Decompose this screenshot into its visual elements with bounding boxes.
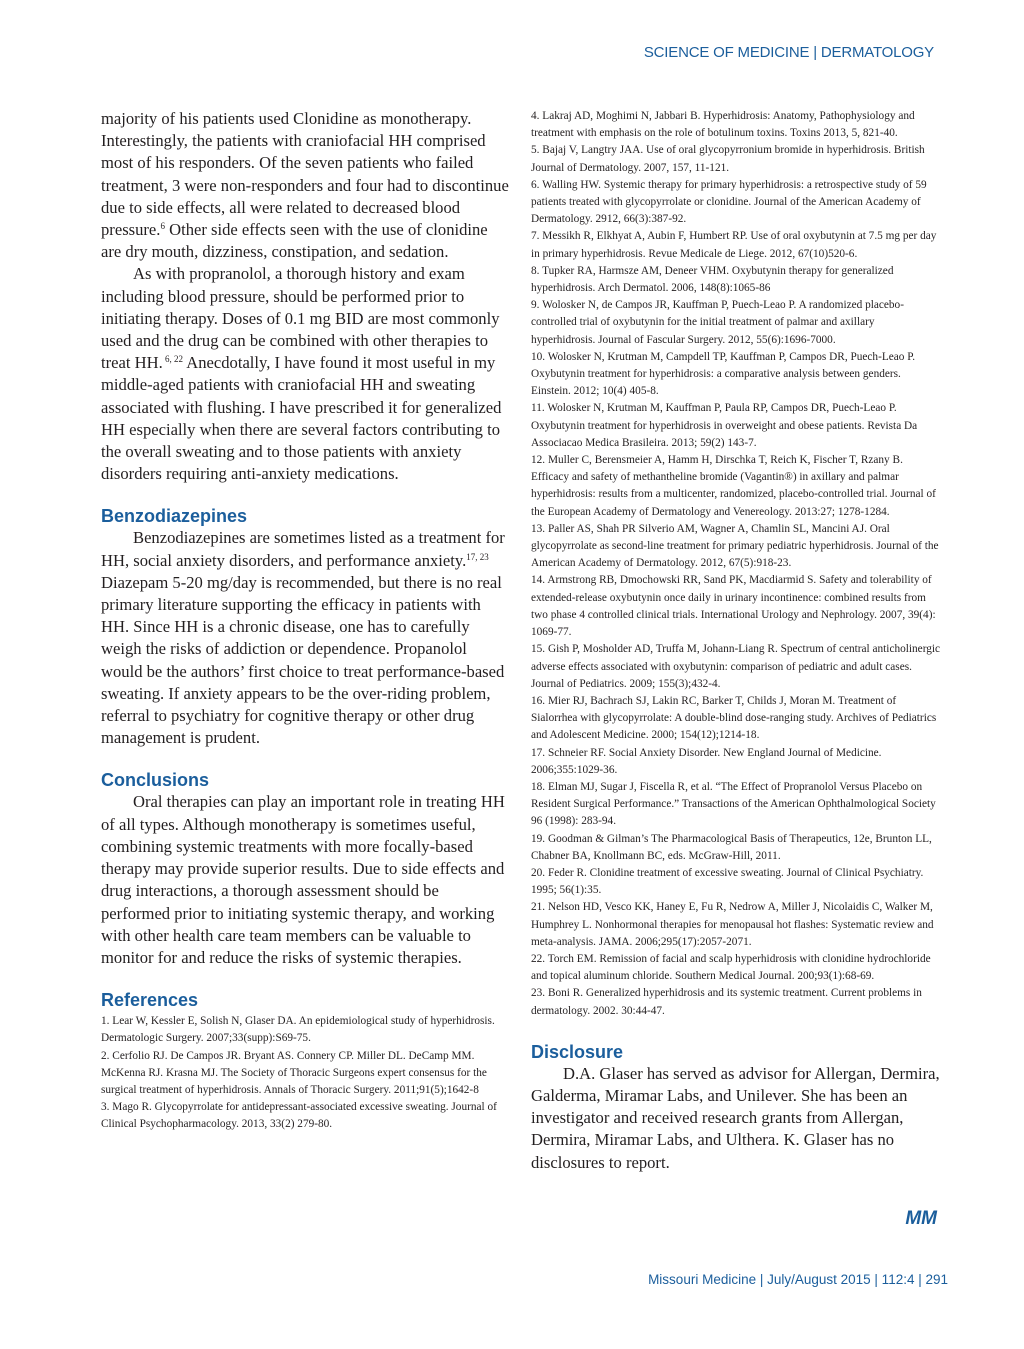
- reference-item: 8. Tupker RA, Harmsze AM, Deneer VHM. Oxybutynin therapy for generalized hyperhidrosis. Arch Dermatol. 2006, 148(8):1065-86: [531, 264, 894, 295]
- reference-item: 13. Paller AS, Shah PR Silverio AM, Wagner A, Chamlin SL, Mancini AJ. Oral glycopyrrolate as second-line treatment for primary pediatric hyperhidrosis. Journal of the American Academy of Dermatology. 2012, 67(5):918-23.: [531, 522, 939, 570]
- reference-item: 19. Goodman & Gilman’s The Pharmacological Basis of Therapeutics, 12e, Brunton LL, Chabner BA, Knollmann BC, eds. McGraw-Hill, 2011.: [531, 832, 932, 862]
- missouri-medicine-logo: MM: [905, 1208, 937, 1229]
- reference-item: 9. Wolosker N, de Campos JR, Kauffman P, Puech-Leao P. A randomized placebo-controlled trial of oxybutynin for the initial treatment of palmar and axillary hyperhidrosis. Journal of Fascular Surgery. 2012, 55(6):1696-7000.: [531, 299, 904, 346]
- reference-item: 18. Elman MJ, Sugar J, Fiscella R, et al. “The Effect of Propranolol Versus Placebo on Resident Surgical Performance.” Transactions of the American Ophthalmological Society 96 (1998): 283-94.: [531, 780, 936, 828]
- reference-item: 23. Boni R. Generalized hyperhidrosis and its systemic treatment. Current problems in dermatology. 2002. 30:44-47.: [531, 987, 922, 1017]
- body-paragraph: [101, 527, 509, 749]
- right-column: [531, 108, 941, 1174]
- text-run: Benzodiazepines are sometimes listed as a treatment for HH, social anxiety disorders, and performance anxiety.: [101, 528, 505, 570]
- reference-item: 2. Cerfolio RJ. De Campos JR. Bryant AS. Connery CP. Miller DL. DeCamp MM. McKenna RJ. Krasna MJ. The Society of Thoracic Surgeons expert consensus for the surgical treatment of hyperhidrosis. Annals of Thoracic Surgery. 2011;91(5);1642-8: [101, 1049, 487, 1096]
- reference-item: 1. Lear W, Kessler E, Solish N, Glaser DA. An epidemiological study of hyperhidrosis. Dermatologic Surgery. 2007;33(supp):S69-75.: [101, 1015, 495, 1045]
- reference-item: 20. Feder R. Clonidine treatment of excessive sweating. Journal of Clinical Psychiatry. 1995; 56(1):35.: [531, 866, 924, 897]
- reference-item: 11. Wolosker N, Krutman M, Kauffman P, Paula RP, Campos DR, Puech-Leao P. Oxybutynin treatment for hyperhidrosis in overweight and obese patients. Revista Da Associacao Medica Brasileira. 2013; 59(2) 143-7.: [531, 402, 918, 449]
- body-paragraph: [101, 263, 509, 485]
- text-run: majority of his patients used Clonidine as monotherapy. Interestingly, the patients with craniofacial HH comprised most of his responders. Of the seven patients who failed treatment, 3 were non-responders and four had to discontinue due to side effects, all were related to decreased blood pressure.: [101, 109, 509, 240]
- reference-item: 7. Messikh R, Elkhyat A, Aubin F, Humbert RP. Use of oral oxybutynin at 7.5 mg per day in primary hyperhidrosis. Revue Medicale de Liege. 2012, 67(10)520-6.: [531, 230, 937, 260]
- text-run: Diazepam 5-20 mg/day is recommended, but there is no real primary literature supporting the efficacy in patients with HH. Since HH is a chronic disease, one has to carefully weigh the risks of addiction or dependence. Propanolol would be the authors’ first choice to treat performance-based sweating. If anxiety appears to be the over-riding problem, referral to psychiatry for cognitive therapy or other drug management is prudent.: [101, 572, 505, 748]
- section-heading-references: References: [101, 990, 199, 1011]
- section-heading-disclosure: Disclosure: [531, 1041, 624, 1062]
- reference-item: 14. Armstrong RB, Dmochowski RR, Sand PK, Macdiarmid S. Safety and tolerability of extended-release oxybutynin once daily in urinary incontinence: combined results from two phase 4 controlled clinical trials. International Urology and Nephrology. 2007, 39(4): 1069-77.: [531, 574, 936, 639]
- reference-item: 5. Bajaj V, Langtry JAA. Use of oral glycopyrronium bromide in hyperhidrosis. British Journal of Dermatology. 2007, 157, 11-121.: [531, 144, 925, 174]
- running-header: SCIENCE OF MEDICINE | DERMATOLOGY: [643, 44, 934, 61]
- reference-item: 21. Nelson HD, Vesco KK, Haney E, Fu R, Nedrow A, Miller J, Nicolaidis C, Walker M, Humphrey L. Nonhormonal therapies for menopausal hot flashes: Systematic review and meta-analysis. JAMA. 2006;295(17):2057-2071.: [531, 901, 934, 948]
- reference-item: 3. Mago R. Glycopyrrolate for antidepressant-associated excessive sweating. Journal of Clinical Psychopharmacology. 2013, 33(2) 279-80.: [101, 1101, 497, 1131]
- left-column: [101, 108, 509, 1134]
- reference-list: [101, 1013, 509, 1133]
- section-heading-conclusions: Conclusions: [101, 770, 210, 791]
- reference-item: 4. Lakraj AD, Moghimi N, Jabbari B. Hyperhidrosis: Anatomy, Pathophysiology and treatment with emphasis on the role of botulinum toxins. Toxins 2013, 5, 821-40.: [531, 110, 915, 140]
- reference-item: 17. Schneier RF. Social Anxiety Disorder. New England Journal of Medicine. 2006;355:1029-36.: [531, 746, 882, 776]
- page-footer: Missouri Medicine | July/August 2015 | 112:4 | 291: [648, 1272, 948, 1287]
- body-paragraph: [101, 108, 509, 263]
- text-run: Anecdotally, I have found it most useful in my middle-aged patients with craniofacial HH and sweating associated with flushing. I have prescribed it for generalized HH especially when there are several factors contributing to the overall sweating and to those patients with anxiety disorders requiring anti-anxiety medications.: [101, 353, 502, 484]
- reference-item: 12. Muller C, Berensmeier A, Hamm H, Dirschka T, Reich K, Fischer T, Rzany B. Efficacy and safety of methantheline bromide (Vagantin®) in axillary and palmar hyperhidrosis: results from a multicenter, randomized, placebo-controlled trial. Journal of the European Academy of Dermatology and Venereology. 2013:27; 1278-1284.: [531, 454, 936, 518]
- reference-item: 6. Walling HW. Systemic therapy for primary hyperhidrosis: a retrospective study of 59 patients treated with glycopyrrolate or clonidine. Journal of the American Academy of Dermatology. 2912, 66(3):387-92.: [531, 178, 927, 226]
- reference-list: [531, 108, 941, 1020]
- reference-item: 10. Wolosker N, Krutman M, Campdell TP, Kauffman P, Campos DR, Puech-Leao P. Oxybutynin treatment for hyperhidrosis: a comparative analysis between genders. Einstein. 2012; 10(4) 405-8.: [531, 350, 916, 398]
- citation-superscript: 6, 22: [162, 354, 183, 365]
- text-run: As with propranolol, a thorough history and exam including blood pressure, should be performed prior to initiating therapy. Doses of 0.1 mg BID are most commonly used and the drug can be combined with other therapies to treat HH.: [101, 264, 500, 373]
- disclosure-paragraph: D.A. Glaser has served as advisor for Allergan, Dermira, Galderma, Miramar Labs, and Unilever. She has been an investigator and received research grants from Allergan, Dermira, Miramar Labs, and Ulthera. K. Glaser has no disclosures to report.: [531, 1063, 940, 1172]
- citation-superscript: 6: [160, 221, 165, 232]
- reference-item: 16. Mier RJ, Bachrach SJ, Lakin RC, Barker T, Childs J, Moran M. Treatment of Sialorrhea with glycopyrrolate: A double-blind dose-ranging study. Archives of Pediatrics and Adolescent Medicine. 2000; 154(12);1214-18.: [531, 694, 937, 742]
- reference-item: 22. Torch EM. Remission of facial and scalp hyperhidrosis with clonidine hydrochloride and topical aluminum chloride. Southern Medical Journal. 200;93(1):68-69.: [531, 952, 931, 983]
- body-paragraph: Oral therapies can play an important role in treating HH of all types. Although monotherapy is sometimes useful, combining systemic treatments with more focally-based therapy may provide superior results. Due to side effects and drug interactions, a thorough assessment should be performed prior to initiating systemic therapy, and working with other health care team members can be valuable to monitor for and reduce the risks of systemic therapies.: [101, 792, 505, 967]
- section-heading-benzodiazepines: Benzodiazepines: [101, 506, 248, 527]
- text-run: Other side effects seen with the use of clonidine are dry mouth, dizziness, constipation, and sedation.: [101, 220, 488, 262]
- reference-item: 15. Gish P, Mosholder AD, Truffa M, Johann-Liang R. Spectrum of central anticholinergic adverse effects associated with oxybutynin: comparison of pediatric and adult cases. Journal of Pediatrics. 2009; 155(3);432-4.: [531, 643, 941, 690]
- citation-superscript: 17, 23: [466, 551, 489, 562]
